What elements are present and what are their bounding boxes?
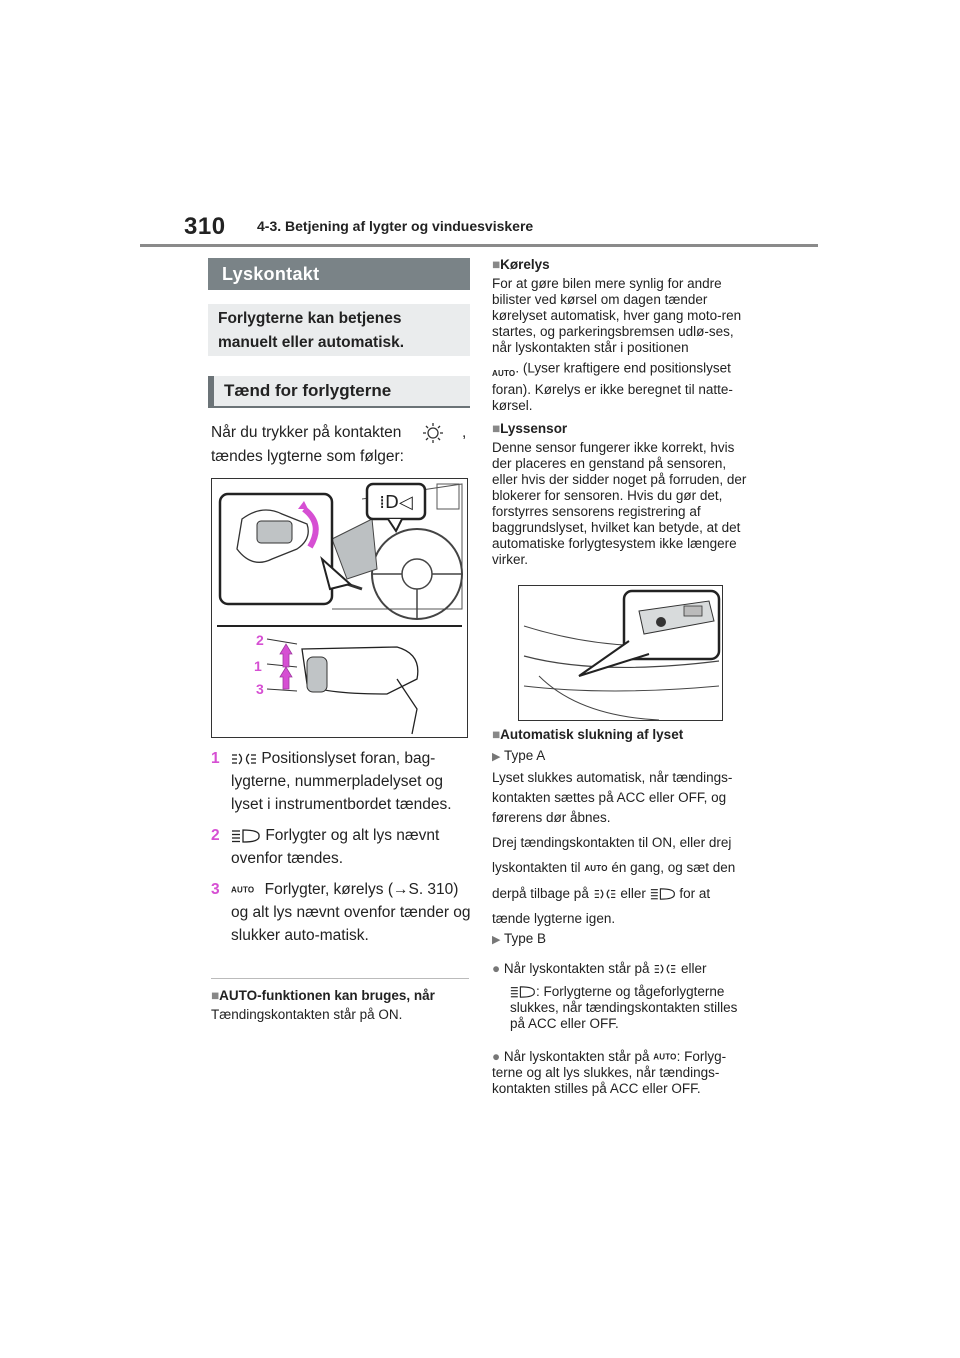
auto-text: Tændingskontakten står på ON.: [211, 1007, 403, 1022]
item-2: 2 Forlygter og alt lys nævnt ovenfor tændes.: [211, 827, 440, 867]
auto-icon: AUTO: [492, 369, 516, 378]
header-rule: [140, 244, 818, 247]
switch-figure: [211, 478, 468, 738]
sensor-heading: ■Lyssensor: [492, 421, 568, 436]
sensor-text: Denne sensor fungerer ikke korrekt, hvis der placeres en genstand på sensoren, eller hvis der sidder noget på forruden, der blokerer for sensoren. Hvis du gør det, forstyrres sensorens registrering af baggrundslyset, hvilket kan betyde, at det automatiske forlygtesystem ikke længere virker.: [492, 440, 747, 567]
korelys-text: For at gøre bilen mere synlig for andre bilister ved kørsel om dagen tænder kørelyset automatisk, hver gang moto-ren startes, og parkeringsbremsen udlø-ses, når lyskontakten står i positionen AUTO. (Lyser kraftigere end positionslyset foran). Kørelys er ikke beregnet til natte-kørsel.: [492, 276, 742, 413]
typea-text2: Drej tændingskontakten til ON, eller drej lyskontakten til AUTO én gang, og sæt den derpå tilbage på eller for at tænde lygterne igen.: [492, 835, 736, 926]
sensor-illustration: [519, 586, 722, 720]
auto-icon: AUTO: [653, 1052, 677, 1062]
page-number: 310: [184, 213, 226, 240]
light-switch-illustration: [212, 479, 467, 737]
sensor-figure: [518, 585, 723, 721]
running-head: 4-3. Betjening af lygter og vinduesviskere: [257, 218, 534, 234]
bullet-2: ● Når lyskontakten står på AUTO: Forlyg-terne og alt lys slukkes, når tændings-kontakten stilles på ACC eller OFF.: [492, 1049, 727, 1097]
auto-heading: ■AUTO-funktionen kan bruges, når: [211, 988, 435, 1003]
section-title: Lyskontakt: [208, 258, 470, 290]
type-b: ▶ Type B: [492, 931, 547, 946]
separator: [211, 978, 469, 979]
type-a: ▶ Type A: [492, 748, 546, 763]
position-light-icon: [653, 963, 677, 975]
bullet-1: ● Når lyskontakten står på eller: [492, 961, 707, 976]
headlight-icon: [650, 887, 676, 901]
svg-text:⁞D◁: ⁞D◁: [379, 492, 413, 513]
autooff-heading: ■Automatisk slukning af lyset: [492, 727, 684, 742]
bullet-1-cont: : Forlygterne og tågeforlygterne slukkes, når tændingskontakten stilles på ACC eller OFF.: [510, 984, 738, 1031]
subsection-title: Tænd for forlygterne: [208, 376, 470, 408]
headlight-icon: [231, 828, 261, 844]
intro-box: Forlygterne kan betjenes manuelt eller automatisk.: [208, 304, 470, 356]
position-light-icon: [593, 888, 617, 900]
press-text: Når du trykker på kontakten , tændes lygterne som følger:: [211, 421, 473, 469]
auto-icon: AUTO: [231, 885, 255, 895]
auto-icon: AUTO: [584, 863, 608, 873]
item-3: 3 AUTO Forlygter, kørelys (→S. 310) og alt lys nævnt ovenfor tænder og slukker auto-matisk.: [211, 881, 471, 945]
figure-label-1: 1: [254, 658, 262, 674]
sun-icon: [416, 422, 450, 444]
figure-label-2: 2: [256, 632, 264, 648]
korelys-heading: ■Kørelys: [492, 257, 550, 272]
headlight-icon: [510, 985, 536, 999]
figure-label-3: 3: [256, 681, 264, 697]
item-1: 1 Positionslyset foran, bag-lygterne, nummerpladelyset og lyset i instrumentbordet tændes.: [211, 750, 452, 813]
position-light-icon: [231, 752, 257, 766]
typea-text: Lyset slukkes automatisk, når tændings-kontakten sættes på ACC eller OFF, og førerens dør åbnes.: [492, 770, 733, 825]
